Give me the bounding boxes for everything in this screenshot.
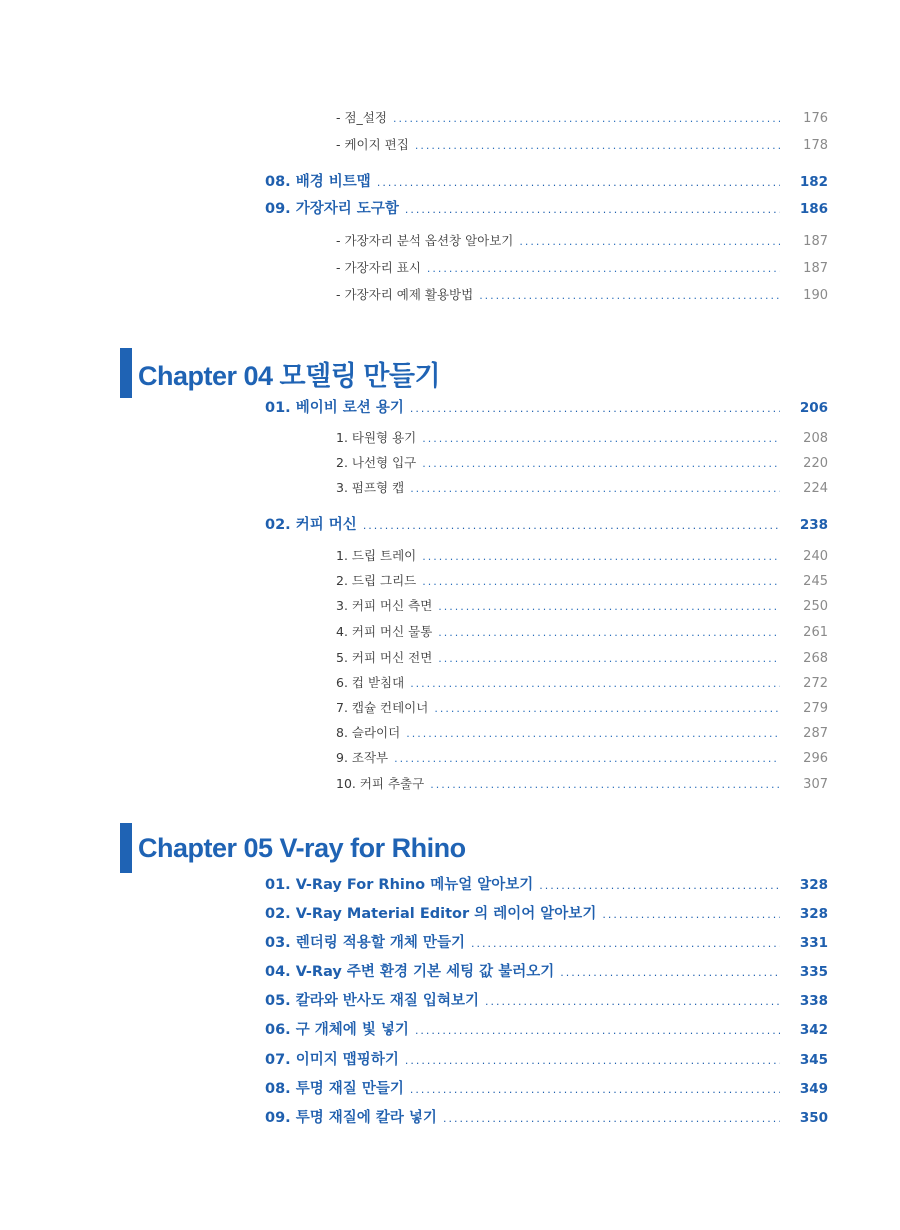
toc-entry-label: 3. 펌프형 캡 xyxy=(336,480,405,495)
toc-section-label: 09. 가장자리 도구함 xyxy=(265,201,399,217)
toc-section-page: 342 xyxy=(799,1022,828,1038)
dot-leader xyxy=(405,203,780,216)
dot-leader xyxy=(422,550,780,563)
chapter-heading xyxy=(120,348,440,398)
toc-entry-page: 220 xyxy=(803,456,828,471)
toc-entry-page: 307 xyxy=(803,777,828,792)
toc-entry-label: 3. 커피 머신 측면 xyxy=(336,598,433,613)
dot-leader xyxy=(422,575,780,588)
toc-entry-page: 261 xyxy=(803,625,828,640)
dot-leader xyxy=(377,176,780,189)
toc-section-page: 182 xyxy=(799,174,828,190)
toc-section-label: 03. 렌더링 적용할 개체 만들기 xyxy=(265,935,465,951)
toc-section xyxy=(265,960,828,981)
toc-entry-page: 279 xyxy=(803,701,828,716)
toc-entry xyxy=(336,108,828,126)
toc-section-page: 238 xyxy=(799,517,828,533)
toc-entry xyxy=(336,546,828,564)
toc-entry xyxy=(336,478,828,496)
toc-entry xyxy=(336,428,828,446)
toc-section xyxy=(265,1077,828,1098)
toc-entry xyxy=(336,648,828,666)
toc-entry xyxy=(336,723,828,741)
dot-leader xyxy=(405,1054,780,1067)
dot-leader xyxy=(406,727,780,740)
toc-entry-page: 176 xyxy=(803,111,828,126)
toc-section xyxy=(265,197,828,218)
toc-entry xyxy=(336,231,828,249)
toc-entry xyxy=(336,258,828,276)
dot-leader xyxy=(415,1024,780,1037)
toc-section xyxy=(265,902,828,923)
toc-entry xyxy=(336,571,828,589)
toc-entry-page: 240 xyxy=(803,549,828,564)
chapter-heading xyxy=(120,823,466,873)
toc-entry-label: 8. 슬라이더 xyxy=(336,725,401,740)
toc-entry xyxy=(336,774,828,792)
dot-leader xyxy=(393,112,780,125)
toc-entry-label: - 케이지 편집 xyxy=(336,137,409,152)
toc-section xyxy=(265,989,828,1010)
toc-entry xyxy=(336,698,828,716)
toc-entry-label: 6. 컵 받침대 xyxy=(336,675,405,690)
toc-section xyxy=(265,1106,828,1127)
toc-section-label: 08. 배경 비트맵 xyxy=(265,174,371,190)
toc-section-page: 186 xyxy=(799,201,828,217)
toc-section xyxy=(265,931,828,952)
dot-leader xyxy=(422,432,780,445)
toc-entry-label: 10. 커피 추출구 xyxy=(336,776,425,791)
toc-section-page: 335 xyxy=(799,964,828,980)
toc-section-page: 345 xyxy=(799,1052,828,1068)
toc-entry-label: 1. 타원형 용기 xyxy=(336,430,417,445)
toc-section-label: 01. 베이비 로션 용기 xyxy=(265,400,404,416)
dot-leader xyxy=(438,626,780,639)
toc-entry-label: 2. 나선형 입구 xyxy=(336,455,417,470)
toc-entry-page: 224 xyxy=(803,481,828,496)
toc-entry xyxy=(336,596,828,614)
toc-section xyxy=(265,513,828,534)
toc-entry-page: 187 xyxy=(803,234,828,249)
dot-leader xyxy=(427,262,780,275)
chapter-accent-bar xyxy=(120,823,132,873)
toc-section-page: 350 xyxy=(799,1110,828,1126)
dot-leader xyxy=(422,457,780,470)
toc-entry-label: - 가장자리 표시 xyxy=(336,260,421,275)
toc-entry-label: 1. 드립 트레이 xyxy=(336,548,417,563)
toc-entry-label: - 점_설정 xyxy=(336,110,387,125)
toc-entry-label: 5. 커피 머신 전면 xyxy=(336,650,433,665)
toc-section-page: 349 xyxy=(799,1081,828,1097)
dot-leader xyxy=(438,600,780,613)
toc-section-label: 02. 커피 머신 xyxy=(265,517,357,533)
toc-section-label: 07. 이미지 맵핑하기 xyxy=(265,1052,399,1068)
dot-leader xyxy=(438,652,780,665)
dot-leader xyxy=(443,1112,780,1125)
toc-section xyxy=(265,396,828,417)
toc-section xyxy=(265,1018,828,1039)
toc-entry-page: 187 xyxy=(803,261,828,276)
toc-entry-page: 250 xyxy=(803,599,828,614)
dot-leader xyxy=(539,879,780,892)
toc-section-page: 206 xyxy=(799,400,828,416)
toc-section-label: 09. 투명 재질에 칼라 넣기 xyxy=(265,1110,437,1126)
toc-entry xyxy=(336,748,828,766)
dot-leader xyxy=(485,995,780,1008)
dot-leader xyxy=(410,677,780,690)
dot-leader xyxy=(415,139,780,152)
dot-leader xyxy=(479,289,780,302)
toc-entry-page: 208 xyxy=(803,431,828,446)
dot-leader xyxy=(434,702,780,715)
chapter-title: Chapter 04 모델링 만들기 xyxy=(138,360,441,391)
toc-entry xyxy=(336,285,828,303)
chapter-accent-bar xyxy=(120,348,132,398)
toc-entry xyxy=(336,135,828,153)
toc-entry-page: 272 xyxy=(803,676,828,691)
toc-entry-page: 268 xyxy=(803,651,828,666)
dot-leader xyxy=(430,778,780,791)
dot-leader xyxy=(519,235,780,248)
toc-entry xyxy=(336,673,828,691)
toc-section-page: 338 xyxy=(799,993,828,1009)
dot-leader xyxy=(394,752,780,765)
toc-section-label: 05. 칼라와 반사도 재질 입혀보기 xyxy=(265,993,479,1009)
toc-section-page: 328 xyxy=(799,906,828,922)
dot-leader xyxy=(363,519,780,532)
toc-section xyxy=(265,1048,828,1069)
toc-entry xyxy=(336,622,828,640)
toc-entry-label: - 가장자리 예제 활용방법 xyxy=(336,287,474,302)
toc-entry-label: - 가장자리 분석 옵션창 알아보기 xyxy=(336,233,514,248)
dot-leader xyxy=(410,402,780,415)
toc-entry-label: 4. 커피 머신 물통 xyxy=(336,624,433,639)
toc-entry-label: 2. 드립 그리드 xyxy=(336,573,417,588)
toc-section-page: 331 xyxy=(799,935,828,951)
toc-entry xyxy=(336,453,828,471)
toc-section-label: 02. V-Ray Material Editor 의 레이어 알아보기 xyxy=(265,906,597,922)
toc-entry-label: 7. 캡슐 컨테이너 xyxy=(336,700,429,715)
toc-entry-page: 287 xyxy=(803,726,828,741)
toc-entry-label: 9. 조작부 xyxy=(336,750,389,765)
toc-entry-page: 296 xyxy=(803,751,828,766)
dot-leader xyxy=(410,482,780,495)
dot-leader xyxy=(410,1083,780,1096)
toc-section-page: 328 xyxy=(799,877,828,893)
toc-section xyxy=(265,170,828,191)
chapter-title: Chapter 05 V-ray for Rhino xyxy=(138,832,466,863)
dot-leader xyxy=(471,937,780,950)
toc-section-label: 01. V-Ray For Rhino 메뉴얼 알아보기 xyxy=(265,877,534,893)
dot-leader xyxy=(560,966,780,979)
toc-section-label: 08. 투명 재질 만들기 xyxy=(265,1081,404,1097)
dot-leader xyxy=(602,908,780,921)
toc-section-label: 06. 구 개체에 빛 넣기 xyxy=(265,1022,409,1038)
toc-entry-page: 178 xyxy=(803,138,828,153)
toc-entry-page: 245 xyxy=(803,574,828,589)
toc-entry-page: 190 xyxy=(803,288,828,303)
toc-section-label: 04. V-Ray 주변 환경 기본 세팅 값 불러오기 xyxy=(265,964,555,980)
toc-section xyxy=(265,873,828,894)
